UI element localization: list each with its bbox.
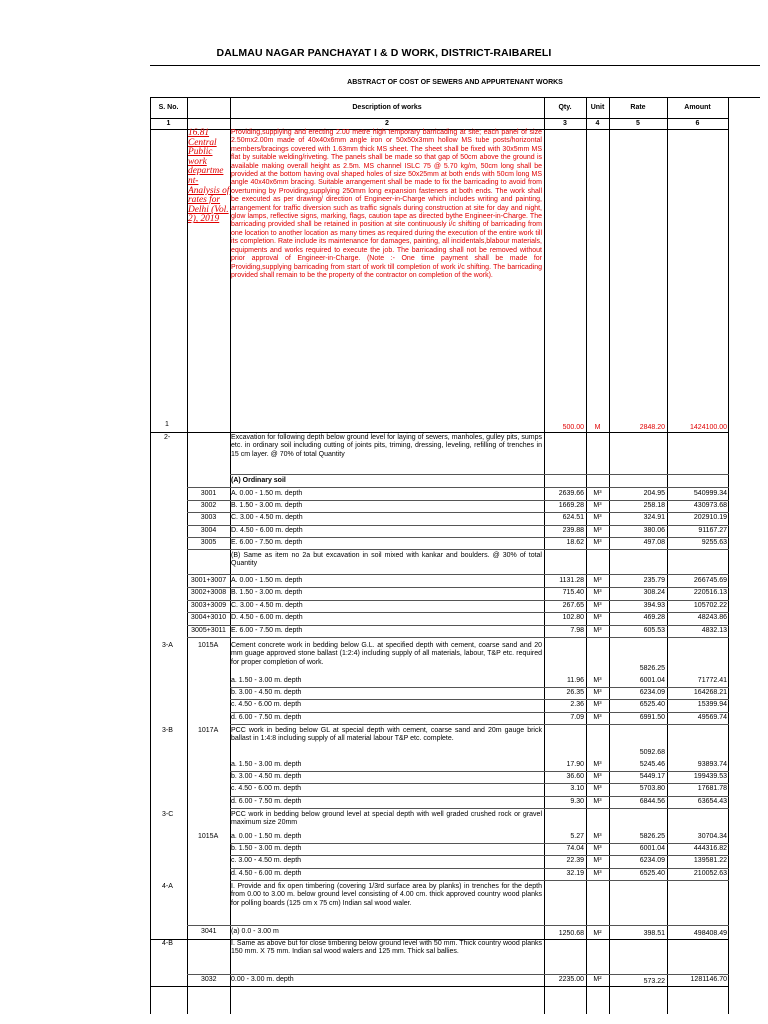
- item2-b-row-rule-4: [187, 637, 729, 638]
- item4a-sno: 4-A: [162, 883, 173, 890]
- col-header-qty: Qty.: [558, 104, 572, 111]
- item3c-row-amount-0: 30704.34: [697, 833, 727, 840]
- item3c-row-qty-2: 22.39: [566, 857, 584, 865]
- item3c-row-qty-3: 32.19: [566, 869, 584, 877]
- item4b-amount: 1281146.70: [690, 976, 727, 983]
- item3b-row-unit-3: M³: [593, 797, 602, 805]
- item2-a-row-rule-4: [187, 549, 729, 550]
- item3a-row-qty-1: 26.35: [566, 689, 584, 697]
- item3b-row-desc-1: b. 3.00 - 4.50 m. depth: [231, 773, 302, 781]
- item3b-row-amount-3: 63654.43: [697, 797, 727, 805]
- item3b-row-amount-2: 17681.78: [697, 785, 727, 793]
- item3b-code: 1017A: [198, 727, 219, 734]
- item3b-row-qty-1: 36.60: [566, 773, 584, 781]
- item2-a-row-rate-2: 324.91: [643, 514, 665, 522]
- item2-a-row-code-1: 3002: [200, 502, 217, 510]
- item2-sub-rule: [230, 474, 729, 475]
- item3c-row-rule-1: [230, 855, 729, 856]
- item4b-sno: 4-B: [162, 940, 173, 947]
- item4a-amount: 498408.49: [693, 930, 727, 937]
- item1-reference-link[interactable]: 16.81 Central Public work departme nt- Analysis of rates for Delhi (Vol. 2), 2019: [188, 128, 230, 225]
- item3a-row-desc-3: d. 6.00 - 7.50 m. depth: [231, 713, 302, 721]
- item3b-row-qty-0: 17.90: [566, 761, 584, 768]
- col-header-rate: Rate: [630, 104, 646, 111]
- item3a-row-desc-1: b. 3.00 - 4.50 m. depth: [231, 689, 302, 697]
- item3a-sno: 3-A: [162, 642, 173, 649]
- item3b-row-rule-3: [230, 808, 729, 809]
- item3b-row-amount-1: 199439.53: [693, 773, 727, 781]
- item2-a-row-rate-4: 497.08: [643, 538, 665, 546]
- col-number-6: 6: [695, 120, 700, 127]
- item3c-row-rule-0: [230, 843, 729, 844]
- item3b-row-unit-1: M³: [593, 773, 602, 781]
- item4b-description: I. Same as above but for close timbering below ground level with 50 mm. Thick country wood planks 150 mm. X 75 mm. Indian sal wood walers and 125 mm. Thick sal ballies.: [231, 940, 542, 956]
- item3a-description: Cement concrete work in bedding below G.L. at specified depth with cement, coarse sand and 20 mm guage approved stone ballast (1:2:4) including supply of all materials, labour, T&P etc. required for proper completion of work.: [231, 642, 542, 666]
- header-rule: [150, 118, 729, 119]
- item3c-row-amount-2: 139581.22: [693, 857, 727, 865]
- item3b-row-qty-2: 3.10: [570, 785, 584, 793]
- item2-b-row-rule-2: [187, 612, 729, 613]
- item3b-row-rule-1: [230, 783, 729, 784]
- item2-a-row-rate-1: 258.18: [643, 502, 665, 510]
- item3a-row-desc-2: c. 4.50 - 6.00 m. depth: [231, 701, 302, 709]
- item2-b-row-unit-0: M³: [593, 577, 602, 584]
- item3c-row-unit-0: M³: [593, 833, 602, 840]
- item2-a-row-rate-0: 204.95: [643, 490, 665, 497]
- item3a-row-amount-3: 49569.74: [697, 713, 727, 721]
- col-header-desc: Description of works: [352, 104, 422, 111]
- item2-a-row-amount-3: 91167.27: [698, 526, 727, 534]
- item4b-bottom-rule: [150, 986, 729, 987]
- item4a-rate: 398.51: [643, 930, 665, 937]
- item4a-rule: [187, 925, 729, 926]
- item4a-unit: M²: [593, 930, 602, 937]
- item2-sno: 2-: [164, 434, 171, 441]
- item3c-row-qty-0: 5.27: [570, 833, 584, 840]
- item3c-row-rate-2: 6234.09: [639, 857, 665, 865]
- item2-a-row-rule-2: [187, 525, 729, 526]
- item3c-row-rate-3: 6525.40: [639, 869, 665, 877]
- item2-b-row-rule-1: [187, 600, 729, 601]
- item2-b-rule: [187, 574, 729, 575]
- item2-b-row-unit-1: M³: [593, 589, 602, 597]
- item3c-description: PCC work in bedding below ground level at special depth with well graded crushed rock or gravel maximum size 20mm: [231, 811, 542, 827]
- item3a-row-amount-0: 71772.41: [697, 677, 727, 684]
- item3b-row-amount-0: 93893.74: [697, 761, 727, 768]
- item2-b-row-unit-4: M³: [593, 626, 602, 634]
- item3a-row-rate-0: 6001.04: [639, 677, 665, 684]
- item2-subheading-b: (B) Same as item no 2a but excavation in soil mixed with kankar and boulders. @ 30% of total Quantity: [231, 552, 542, 568]
- item3a-row-desc-0: a. 1.50 - 3.00 m. depth: [231, 677, 302, 684]
- item3b-row-unit-2: M³: [593, 785, 602, 793]
- title-rule-bottom: [150, 97, 760, 98]
- item1-amount: 1424100.00: [690, 424, 727, 431]
- item1-unit: M: [594, 424, 601, 431]
- item2-a-row-qty-4: 18.62: [566, 538, 584, 546]
- item3c-row-qty-1: 74.04: [566, 845, 584, 853]
- col-line-1: [187, 97, 188, 1014]
- item2-b-row-code-3: 3004+3010: [190, 614, 227, 622]
- col-number-5: 5: [636, 120, 640, 127]
- item3a-row-rate-3: 6991.50: [639, 713, 665, 721]
- item3b-row-rate-1: 5449.17: [639, 773, 665, 781]
- item2-b-row-amount-3: 48243.86: [697, 614, 727, 622]
- item3a-row-qty-3: 7.09: [570, 713, 584, 721]
- item4b-rule: [187, 974, 729, 975]
- item3c-row-rate-0: 5826.25: [639, 833, 665, 840]
- item3b-row-qty-3: 9.30: [570, 797, 584, 805]
- item2-b-row-code-0: 3001+3007: [190, 577, 227, 584]
- item3a-code: 1015A: [198, 642, 219, 649]
- item3c-row-desc-3: d. 4.50 - 6.00 m. depth: [231, 869, 302, 877]
- item2-b-row-amount-0: 266745.69: [693, 577, 727, 584]
- item2-b-row-rule-0: [187, 587, 729, 588]
- item2-a-row-amount-4: 9255.63: [701, 538, 727, 546]
- item2-b-row-desc-4: E. 6.00 - 7.50 m. depth: [231, 626, 303, 634]
- item2-b-row-rate-2: 394.93: [643, 601, 665, 609]
- item1-rate: 2848.20: [639, 424, 665, 431]
- col-number-4: 4: [595, 120, 600, 127]
- item3a-row-unit-3: M³: [593, 713, 602, 721]
- item2-a-row-rule-0: [187, 500, 729, 501]
- item3a-row-amount-1: 164268.21: [693, 689, 727, 697]
- item2-b-row-unit-2: M³: [593, 601, 602, 609]
- item3c-row-rule-3: [230, 880, 729, 881]
- col-header-sno: S. No.: [158, 104, 179, 111]
- item2-a-rule: [187, 487, 729, 488]
- item2-b-row-rate-0: 235.79: [643, 577, 665, 584]
- col-header-unit: Unit: [590, 104, 605, 111]
- item3c-row-desc-1: b. 1.50 - 3.00 m. depth: [231, 845, 302, 853]
- item3c-row-rate-1: 6001.04: [639, 845, 665, 853]
- col-number-3: 3: [563, 120, 567, 127]
- col-number-2: 2: [385, 120, 389, 127]
- item2-a-row-unit-4: M³: [593, 538, 602, 546]
- item2-b-row-qty-2: 267.65: [562, 601, 584, 609]
- col-number-1: 1: [166, 120, 171, 127]
- item2-a-row-desc-0: A. 0.00 - 1.50 m. depth: [231, 490, 303, 497]
- col-line-0: [150, 97, 151, 1014]
- item3b-row-rule-2: [230, 796, 729, 797]
- item2-b-row-desc-2: C. 3.00 - 4.50 m. depth: [231, 601, 303, 609]
- item2-a-row-rule-1: [187, 512, 729, 513]
- item2-a-row-code-2: 3003: [200, 514, 217, 522]
- item1-description: Providing,supplying and erecting 2.00 metre high temporary barricading at site; each panel of size 2.50mx2.00m made of 40x40x6mm angle iron or 50x50x3mm hollow MS tube posts/horizontal members/bracings covered with 1.63mm thick MS sheet. The sheet shall be fixed with 30x5mm MS flat by suitable welding/riveting. The panels shall be made so that gap of 50cm above the ground is available making overall height as 2.5m. MS channel ISLC 75 @ 5.70 kg/m, 50cm long shall be provided at the bottom having oval shaped holes of size 50x25mm at both ends with 50cm long MS angle 40x40x6mm bracing. Suitable arrangement shall be made to fix the barricading to avoid from overturning by Providing,supplying 250mm long expansion fasteners at both ends. The work shall be executed as per drawing/ direction of Engineer-in-Charge which includes writing and painting, arrangement for traffic diversion such as traffic signals during construction at site for day and night, glow lamps, reflective signs, marking, flags, caution tape as directed bythe Engineer-in-Charge. The barricading provided shall be retained in position at site continuously i/c shifting of barricading from one location to another location as many times as required during the execution of the entire work till its completion. Rate include its maintenance for damages, painting, all incidentals,blabour materials, equipments and works required to execute the job. The barricading shall not be removed without prior approval of Engineer-in-Charge. (Note :- One time payment shall be made for Providing,supplying barricading from start of work till completion of work i/c shifting. The barricading provided shall remain to be the property of the contractor on completion of the work).: [231, 129, 542, 279]
- item4b-unit: M²: [593, 976, 602, 983]
- item2-a-row-unit-2: M³: [593, 514, 602, 522]
- item4b-row-desc: 0.00 - 3.00 m. depth: [231, 976, 294, 983]
- item3c-sno: 3-C: [162, 811, 174, 818]
- item4a-qty: 1250.68: [558, 930, 584, 937]
- item2-b-row-rate-3: 469.28: [643, 614, 665, 622]
- item3b-row-desc-3: d. 6.00 - 7.50 m. depth: [231, 797, 302, 805]
- item2-b-row-qty-3: 102.80: [562, 614, 584, 622]
- item3b-base-rate: 5092.68: [639, 749, 665, 756]
- document-subtitle: ABSTRACT OF COST OF SEWERS AND APPURTENANT WORKS: [347, 79, 563, 86]
- item2-a-row-desc-3: D. 4.50 - 6.00 m. depth: [231, 526, 303, 534]
- item3a-row-qty-0: 11.96: [567, 677, 584, 684]
- item3c-row-unit-1: M³: [593, 845, 602, 853]
- item2-a-row-unit-0: M³: [593, 490, 602, 497]
- item2-a-row-desc-2: C. 3.00 - 4.50 m. depth: [231, 514, 303, 522]
- item3a-row-rule-3: [230, 724, 729, 725]
- item2-a-row-desc-4: E. 6.00 - 7.50 m. depth: [231, 538, 303, 546]
- item2-b-row-code-2: 3003+3009: [190, 601, 227, 609]
- item2-b-row-code-4: 3005+3011: [191, 626, 226, 634]
- item3c-row-amount-3: 210052.63: [693, 869, 727, 877]
- item3a-row-qty-2: 2.36: [570, 701, 584, 709]
- item4b-rate: 573.22: [643, 978, 665, 985]
- item2-a-row-unit-3: M³: [593, 526, 602, 534]
- item2-a-row-amount-1: 430973.68: [693, 502, 727, 510]
- item2-b-row-desc-0: A. 0.00 - 1.50 m. depth: [231, 577, 303, 584]
- item2-b-row-qty-1: 715.40: [562, 589, 584, 597]
- item2-subheading-a: (A) Ordinary soil: [231, 477, 286, 484]
- item2-a-row-code-4: 3005: [200, 538, 217, 546]
- document-title: DALMAU NAGAR PANCHAYAT I & D WORK, DISTRICT-RAIBARELI: [216, 47, 552, 59]
- item3c-row-desc-2: c. 3.00 - 4.50 m. depth: [231, 857, 302, 865]
- item3b-row-desc-2: c. 4.50 - 6.00 m. depth: [231, 785, 302, 793]
- item2-b-row-unit-3: M³: [593, 614, 602, 622]
- item3b-sno: 3-B: [162, 727, 173, 734]
- item3b-row-rate-3: 6844.56: [639, 797, 665, 805]
- item2-a-row-unit-1: M³: [593, 502, 602, 510]
- item2-b-row-code-1: 3002+3008: [190, 589, 227, 597]
- item2-a-row-rate-3: 380.06: [643, 526, 665, 534]
- item3b-row-unit-0: M³: [593, 761, 602, 768]
- col-line-7: [728, 97, 729, 1014]
- item2-a-row-amount-2: 202910.19: [693, 514, 727, 522]
- item2-b-row-amount-2: 105702.22: [693, 601, 727, 609]
- col-header-amount: Amount: [684, 104, 711, 111]
- item3c-row-unit-2: M³: [593, 857, 602, 865]
- item4a-description: I. Provide and fix open timbering (covering 1/3rd surface area by planks) in trenches for the depth from 0.00 to 3.00 m. below ground level consisting of 4.00 cm. thick approved country wood planks for polling boards (125 cm x 75 cm) Indian sal wood waler.: [231, 883, 542, 907]
- item4a-row-desc: (a) 0.0 - 3.00 m: [231, 928, 279, 935]
- item2-b-row-amount-1: 220516.13: [693, 589, 727, 597]
- title-rule-top: [150, 65, 760, 66]
- item2-description: Excavation for following depth below ground level for laying of sewers, manholes, gulley pits, sumps etc. in ordinary soil including cutting of joints pits, triming, dressing, leveling, refilling of trenches in 15 cm layer. @ 70% of total Quantity: [231, 434, 542, 458]
- item1-sno: 1: [165, 421, 169, 428]
- item2-a-row-code-3: 3004: [200, 526, 217, 534]
- item4b-qty: 2235.00: [558, 976, 584, 983]
- item3b-row-rule-0: [230, 771, 729, 772]
- item1-rule: [150, 432, 729, 433]
- item3b-description: PCC work in beding below GL at special depth with cement, coarse sand and 20m gauge brick ballast in 1:4:8 including supply of all material labour T&P etc. complete.: [231, 727, 542, 743]
- item3c-row-desc-0: a. 0.00 - 1.50 m. depth: [231, 833, 302, 840]
- item2-a-row-rule-3: [187, 537, 729, 538]
- item3a-row-rate-2: 6525.40: [639, 701, 665, 709]
- item3a-row-rate-1: 6234.09: [639, 689, 665, 697]
- item3a-row-unit-0: M³: [593, 677, 602, 684]
- item3b-row-rate-2: 5703.80: [639, 785, 665, 793]
- item4b-code: 3032: [201, 976, 217, 983]
- item2-b-row-rate-4: 605.53: [643, 626, 665, 634]
- item2-a-row-qty-2: 624.51: [562, 514, 584, 522]
- item3c-row-unit-3: M³: [593, 869, 602, 877]
- item3a-row-amount-2: 15399.94: [697, 701, 727, 709]
- item2-b-row-rule-3: [187, 625, 729, 626]
- item4a-code: 3041: [201, 928, 217, 935]
- item3a-row-rule-2: [230, 712, 729, 713]
- item2-a-row-qty-1: 1669.28: [558, 502, 584, 510]
- item2-b-row-amount-4: 4832.13: [701, 626, 727, 634]
- item3a-row-unit-2: M³: [593, 701, 602, 709]
- item3c-code: 1015A: [198, 833, 219, 840]
- item2-b-row-rate-1: 308.24: [643, 589, 665, 597]
- item2-b-row-qty-0: 1131.28: [559, 577, 584, 584]
- item3a-row-unit-1: M³: [593, 689, 602, 697]
- item2-a-row-amount-0: 540999.34: [693, 490, 727, 497]
- item2-a-row-desc-1: B. 1.50 - 3.00 m. depth: [231, 502, 303, 510]
- item2-b-row-desc-1: B. 1.50 - 3.00 m. depth: [231, 589, 303, 597]
- item1-qty: 500.00: [562, 424, 584, 431]
- item3a-row-rule-1: [230, 699, 729, 700]
- item3c-row-rule-2: [230, 868, 729, 869]
- item2-a-row-code-0: 3001: [200, 490, 217, 497]
- item3b-row-rate-0: 5245.46: [639, 761, 665, 768]
- item3b-row-desc-0: a. 1.50 - 3.00 m. depth: [231, 761, 302, 768]
- item2-a-row-qty-3: 239.88: [562, 526, 584, 534]
- item3a-row-rule-0: [230, 687, 729, 688]
- item2-b-row-qty-4: 7.98: [570, 626, 584, 634]
- item2-b-row-desc-3: D. 4.50 - 6.00 m. depth: [231, 614, 303, 622]
- item3c-row-amount-1: 444316.82: [693, 845, 727, 853]
- item2-a-row-qty-0: 2639.66: [558, 490, 584, 497]
- item3a-base-rate: 5826.25: [639, 665, 665, 672]
